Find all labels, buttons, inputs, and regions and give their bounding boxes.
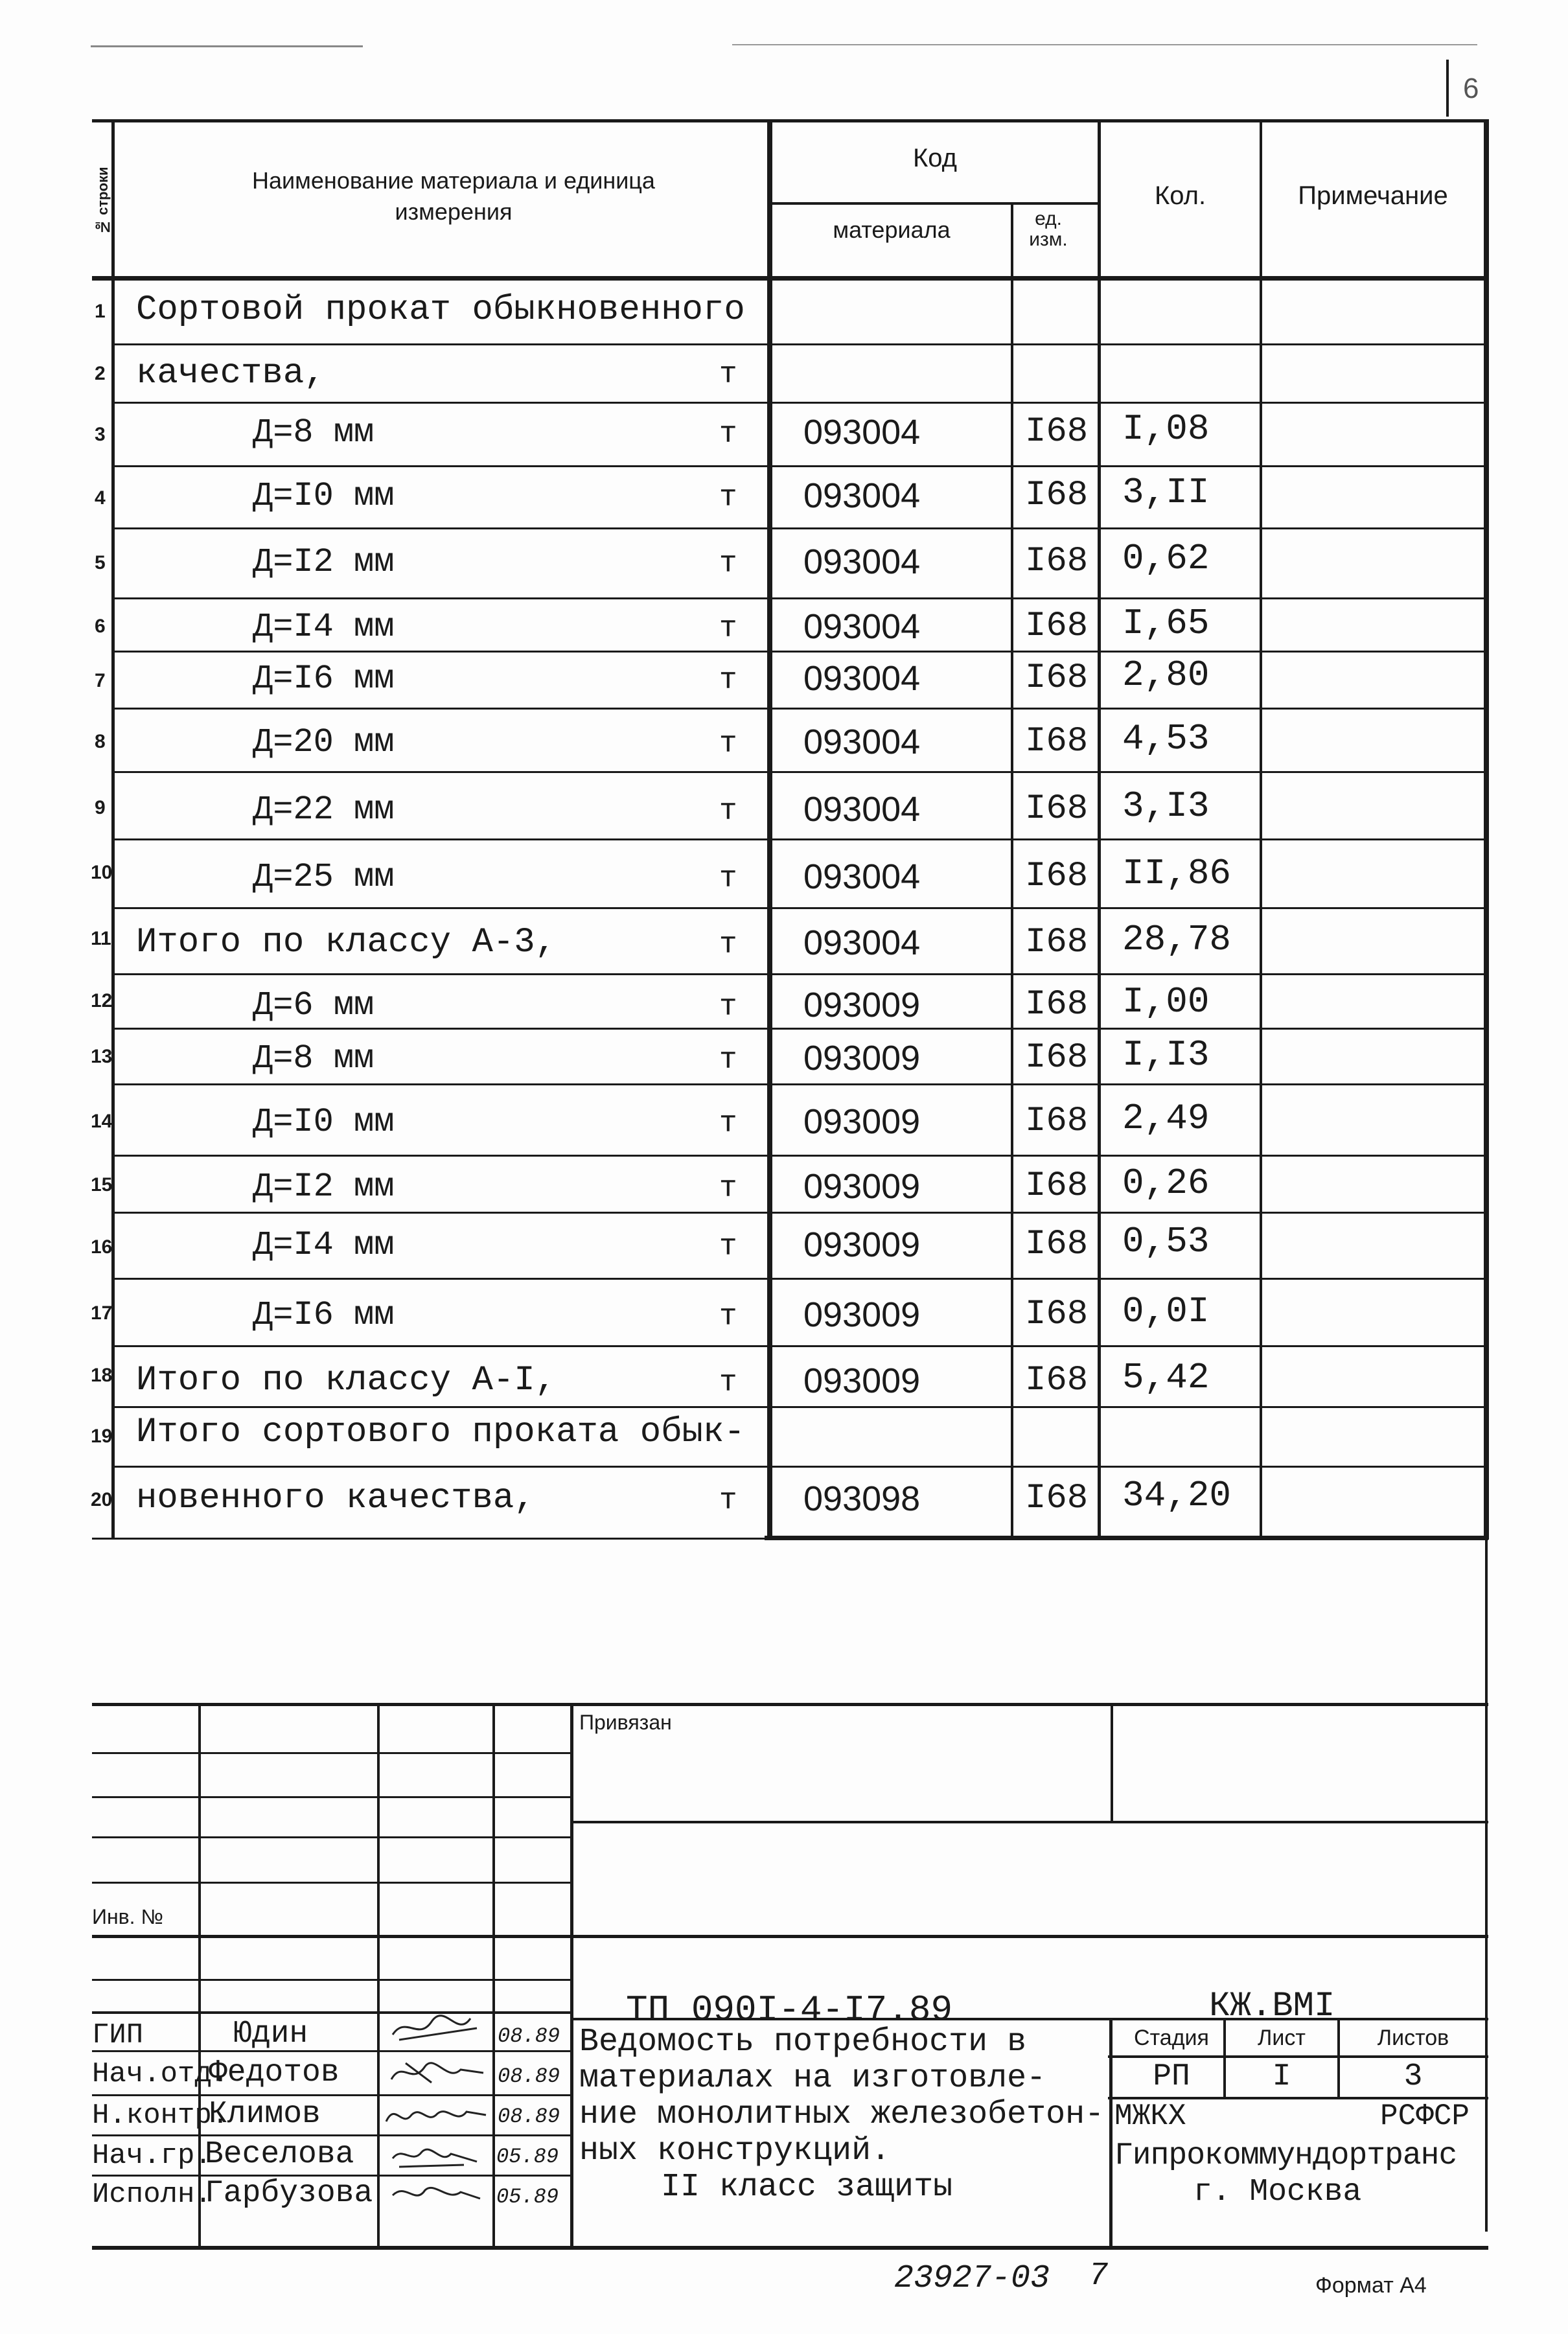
signer-name: Юдин [233, 2016, 308, 2051]
organization-city: г. Москва [1193, 2175, 1362, 2210]
row-number-header: № строки [95, 167, 111, 235]
document-title-line: материалах на изготовле- [579, 2060, 1046, 2097]
unit-label: т [719, 990, 737, 1024]
material-code: 093004 [803, 857, 921, 896]
material-code: 093004 [803, 542, 921, 581]
quantity: 0,26 [1122, 1162, 1210, 1204]
organization-name: Гипрокоммундортранс [1114, 2138, 1457, 2173]
material-code: 093004 [803, 790, 921, 829]
document-title-line: ние монолитных железобетон- [579, 2096, 1105, 2133]
signer-role: Исполн. [92, 2178, 212, 2211]
code-header: Код [912, 144, 957, 172]
sheet-mark: 7 [1089, 2258, 1109, 2294]
material-name: Д=8 мм [253, 1039, 375, 1078]
material-name: Д=25 мм [253, 858, 395, 896]
sheet-label: Лист [1258, 2026, 1306, 2050]
row-number: 2 [95, 363, 106, 384]
unit-code: I68 [1025, 1038, 1089, 1078]
signer-date: 05.89 [496, 2145, 559, 2169]
material-name: Д=8 мм [253, 413, 375, 452]
signer-name: Климов [209, 2097, 321, 2132]
sheets-label: Листов [1377, 2026, 1449, 2050]
attached-label: Привязан [579, 1711, 672, 1734]
quantity: I,I3 [1122, 1034, 1210, 1076]
unit-label: т [719, 664, 737, 697]
sheet-value: I [1272, 2059, 1291, 2094]
row-number: 9 [95, 797, 106, 818]
quantity: I,08 [1122, 408, 1210, 450]
row-number: 12 [91, 990, 113, 1011]
quantity: 0,0I [1122, 1291, 1210, 1332]
row-number: 6 [95, 616, 106, 637]
signer-date: 08.89 [498, 2024, 560, 2048]
unit-code: I68 [1025, 1225, 1089, 1264]
quantity: 3,I3 [1122, 785, 1210, 827]
row-number: 4 [95, 487, 106, 509]
unit-label: т [719, 481, 737, 514]
unit-label: т [719, 1300, 737, 1334]
unit-code: I68 [1025, 1102, 1089, 1141]
quantity: 3,II [1122, 472, 1210, 513]
material-name: новенного качества, [136, 1479, 535, 1518]
signature [382, 2096, 490, 2133]
material-name: Д=I4 мм [253, 608, 395, 646]
material-code: 093009 [803, 1039, 921, 1078]
code-material-header: материала [833, 216, 951, 243]
unit-code: I68 [1025, 985, 1089, 1024]
row-number: 13 [91, 1046, 113, 1067]
signer-role: Нач.гр. [92, 2140, 212, 2172]
row-number: 20 [91, 1489, 113, 1510]
unit-code: I68 [1025, 658, 1089, 698]
material-code: 093004 [803, 607, 921, 646]
signer-role: Нач.отд. [92, 2058, 229, 2090]
quantity: 4,53 [1122, 718, 1210, 759]
unit-label: т [719, 1172, 737, 1205]
protection-class: II класс защиты [661, 2169, 953, 2206]
signer-name: Гарбузова [205, 2176, 373, 2211]
signer-date: 08.89 [498, 2105, 560, 2129]
signature [386, 2050, 487, 2090]
unit-code: I68 [1025, 722, 1089, 761]
row-number: 16 [91, 1236, 113, 1258]
row-number: 18 [91, 1365, 113, 1386]
unit-label: т [719, 862, 737, 895]
material-name: Д=20 мм [253, 723, 395, 761]
page-number: 6 [1463, 73, 1479, 104]
archive-number: 23927-03 [894, 2260, 1050, 2297]
signer-role: ГИП [92, 2019, 144, 2051]
row-number: 1 [95, 301, 106, 322]
material-name: Д=I4 мм [253, 1226, 395, 1264]
inventory-number-label: Инв. № [92, 1905, 163, 1928]
material-code: 093009 [803, 1295, 921, 1334]
quantity: 2,80 [1122, 654, 1210, 696]
unit-label: т [719, 794, 737, 828]
sheets-value: 3 [1403, 2059, 1423, 2094]
unit-label: т [719, 612, 737, 645]
material-code: 093004 [803, 659, 921, 698]
paper-format: Формат А4 [1315, 2273, 1427, 2298]
unit-label: т [719, 928, 737, 962]
name-header: Наименование материала и единица измерения [252, 167, 655, 225]
document-title-line: Ведомость потребности в [579, 2024, 1027, 2061]
material-code: 093009 [803, 1167, 921, 1206]
quantity: 34,20 [1122, 1475, 1232, 1516]
unit-code: I68 [1025, 607, 1089, 646]
code-unit-header: ед. изм. [1029, 208, 1068, 250]
quantity: 5,42 [1122, 1357, 1210, 1398]
quantity: 28,78 [1122, 919, 1232, 960]
unit-code: I68 [1025, 1166, 1089, 1206]
row-number: 5 [95, 552, 106, 573]
material-code: 093098 [803, 1479, 921, 1518]
material-code: 093009 [803, 1102, 921, 1141]
unit-label: т [719, 547, 737, 581]
quantity: 0,62 [1122, 538, 1210, 579]
signer-date: 08.89 [498, 2064, 560, 2088]
qty-header: Кол. [1154, 181, 1206, 210]
row-number: 15 [91, 1174, 113, 1196]
material-name: качества, [136, 354, 325, 393]
unit-code: I68 [1025, 542, 1089, 581]
row-number: 17 [91, 1302, 113, 1324]
material-name: Д=I0 мм [253, 477, 395, 515]
row-number: 11 [91, 928, 111, 949]
material-name: Д=6 мм [253, 986, 375, 1024]
quantity: I,65 [1122, 603, 1210, 644]
unit-label: т [719, 417, 737, 451]
material-name: Д=I6 мм [253, 1296, 395, 1334]
unit-label: т [719, 1043, 737, 1077]
row-number: 10 [91, 862, 113, 883]
signer-name: Веселова [205, 2137, 354, 2172]
unit-label: т [719, 1366, 737, 1400]
material-name: Д=I0 мм [253, 1103, 395, 1141]
signature [386, 2136, 487, 2173]
document-code: ТП 090I-4-I7.89 [626, 1989, 953, 2031]
quantity: 2,49 [1122, 1098, 1210, 1139]
row-number: 3 [95, 424, 106, 445]
unit-code: I68 [1025, 476, 1089, 515]
material-code: 093004 [803, 722, 921, 761]
unit-label: т [719, 1484, 737, 1518]
unit-label: т [719, 1107, 737, 1140]
document-title-line: ных конструкций. [579, 2132, 891, 2169]
material-name: Итого по классу А-I, [136, 1361, 557, 1400]
signature [386, 2176, 487, 2212]
unit-label: т [719, 358, 737, 391]
signature [386, 2009, 487, 2048]
row-number: 14 [91, 1111, 113, 1132]
row-number: 7 [95, 670, 106, 691]
republic: РСФСР [1380, 2099, 1470, 2133]
material-code: 093004 [803, 413, 921, 452]
stage-label: Стадия [1134, 2026, 1209, 2050]
material-code: 093004 [803, 923, 921, 962]
unit-code: I68 [1025, 857, 1089, 896]
unit-label: т [719, 727, 737, 761]
material-name: Д=22 мм [253, 791, 395, 829]
material-name: Д=I6 мм [253, 660, 395, 698]
row-number: 8 [95, 731, 106, 752]
ministry: МЖКХ [1114, 2099, 1186, 2133]
unit-code: I68 [1025, 1479, 1089, 1518]
material-code: 093009 [803, 1225, 921, 1264]
unit-code: I68 [1025, 923, 1089, 962]
unit-code: I68 [1025, 1295, 1089, 1334]
unit-code: I68 [1025, 412, 1089, 452]
quantity: II,86 [1122, 853, 1232, 894]
quantity: I,00 [1122, 981, 1210, 1023]
material-code: 093009 [803, 986, 921, 1024]
signer-name: Федотов [209, 2055, 340, 2090]
material-name: Итого по классу А-3, [136, 923, 557, 962]
material-code: 093004 [803, 476, 921, 515]
material-name: Сортовой прокат обыкновенного [136, 290, 745, 330]
quantity: 0,53 [1122, 1221, 1210, 1262]
material-name: Д=I2 мм [253, 1168, 395, 1206]
note-header: Примечание [1298, 181, 1448, 210]
material-name: Итого сортового проката обык- [136, 1413, 745, 1452]
signer-date: 05.89 [496, 2185, 559, 2209]
unit-code: I68 [1025, 1361, 1089, 1400]
material-code: 093009 [803, 1361, 921, 1400]
signer-role: Н.контр. [92, 2099, 229, 2132]
material-name: Д=I2 мм [253, 543, 395, 581]
unit-code: I68 [1025, 789, 1089, 829]
unit-label: т [719, 1230, 737, 1264]
document-mark: КЖ.ВМI [1209, 1987, 1335, 2026]
row-number: 19 [91, 1426, 113, 1447]
stage-value: РП [1153, 2059, 1190, 2094]
